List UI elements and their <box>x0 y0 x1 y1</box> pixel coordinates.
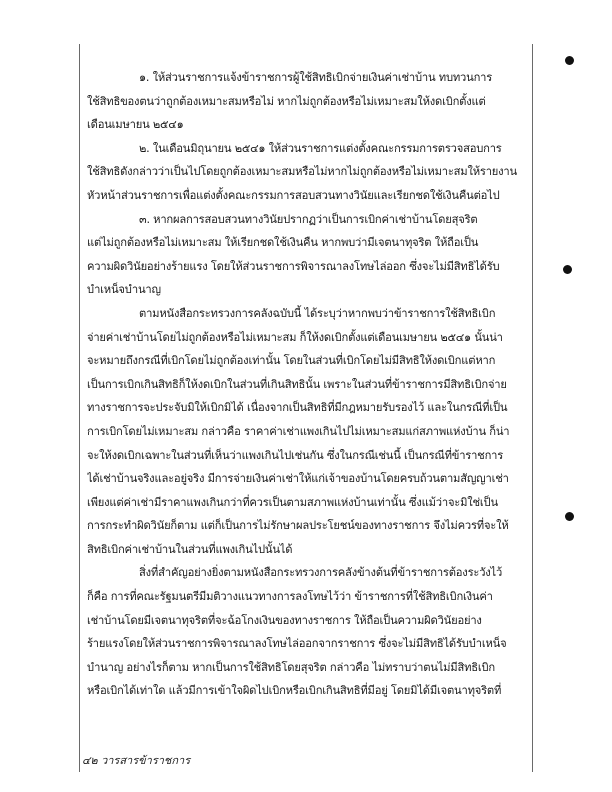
binder-hole-middle <box>563 265 572 274</box>
paragraph-line: ก็คือ การที่คณะรัฐมนตรีมีมติวางแนวทางการลงโทษไว้ว่า ข้าราชการที่ใช้สิทธิเบิกเงินค่า <box>87 590 493 604</box>
paragraph-3 <box>87 208 527 302</box>
paragraph-line: สิ่งที่สำคัญอย่างยิ่งตามหนังสือกระทรวงการคลังข้างต้นที่ข้าราชการต้องระวังไว้ <box>139 566 503 580</box>
document-body <box>87 66 527 703</box>
paragraph-line: แต่ไม่ถูกต้องหรือไม่เหมาะสม ให้เรียกชดใช้เงินคืน หากพบว่ามีเจตนาทุจริต ให้ถือเป็น <box>87 236 479 250</box>
paragraph-line: ใช้สิทธิของตนว่าถูกต้องเหมาะสมหรือไม่ หากไม่ถูกต้องหรือไม่เหมาะสมให้งดเบิกตั้งแต่ <box>87 94 486 108</box>
paragraph-line: ความผิดวินัยอย่างร้ายแรง โดยให้ส่วนราชการพิจารณาลงโทษไล่ออก ซึ่งจะไม่มีสิทธิได้รับ <box>87 259 500 273</box>
paragraph-line: เพียงแต่ค่าเช่ามีราคาแพงเกินกว่าที่ควรเป็นตามสภาพแห่งบ้านเท่านั้น ซึ่งแม้ว่าจะมิใช่เป็น <box>87 495 498 509</box>
paragraph-line: สิทธิเบิกค่าเช่าบ้านในส่วนที่แพงเกินไปนั้นได้ <box>87 542 293 556</box>
paragraph-line: การเบิกโดยไม่เหมาะสม กล่าวคือ ราคาค่าเช่าแพงเกินไปไม่เหมาะสมแก่สภาพแห่งบ้าน ก็น่า <box>87 424 510 438</box>
paragraph-line: ได้เช่าบ้านจริงและอยู่จริง มีการจ่ายเงินค่าเช่าให้แก่เจ้าของบ้านโดยครบถ้วนตามสัญญาเช่า <box>87 472 509 486</box>
paragraph-line: เช่าบ้านโดยมีเจตนาทุจริตที่จะฉ้อโกงเงินของทางราชการ ให้ถือเป็นความผิดวินัยอย่าง <box>87 613 482 627</box>
paragraph-line: จะให้งดเบิกเฉพาะในส่วนที่เห็นว่าแพงเกินไปเช่นกัน ซึ่งในกรณีเช่นนี้ เป็นกรณีที่ข้าราชการ <box>87 448 504 462</box>
paragraph-line: ทางราชการจะประจับมิให้เบิกมิได้ เนื่องจากเป็นสิทธิที่มีกฎหมายรับรองไว้ และในกรณีที่เป็น <box>87 401 508 415</box>
binder-hole-top <box>565 56 574 65</box>
paragraph-4 <box>87 302 527 562</box>
paragraph-line: ๒. ในเดือนมิถุนายน ๒๕๔๑ ให้ส่วนราชการแต่งตั้งคณะกรรมการตรวจสอบการ <box>139 141 502 155</box>
paragraph-2 <box>87 137 527 208</box>
paragraph-line: การกระทำผิดวินัยก็ตาม แต่ก็เป็นการไม่รักษาผลประโยชน์ของทางราชการ จึงไม่ควรที่จะให้ <box>87 519 509 533</box>
paragraph-line: บำเหน็จบำนาญ <box>87 283 161 297</box>
paragraph-line: บำนาญ อย่างไรก็ตาม หากเป็นการใช้สิทธิโดยสุจริต กล่าวคือ ไม่ทราบว่าตนไม่มีสิทธิเบิก <box>87 660 496 674</box>
paragraph-line: เป็นการเบิกเกินสิทธิก็ให้งดเบิกในส่วนที่เกินสิทธินั้น เพราะในส่วนที่ข้าราชการมีสิทธิเบิกจ่าย <box>87 377 507 391</box>
paragraph-line: จ่ายค่าเช่าบ้านโดยไม่ถูกต้องหรือไม่เหมาะสม ก็ให้งดเบิกตั้งแต่เดือนเมษายน ๒๕๔๑ นั้นน่า <box>87 330 503 344</box>
paragraph-line: จะหมายถึงกรณีที่เบิกโดยไม่ถูกต้องเท่านั้น โดยในส่วนที่เบิกโดยไม่มีสิทธิให้งดเบิกแต่หาก <box>87 354 496 368</box>
paragraph-1 <box>87 66 527 137</box>
paragraph-line: เดือนเมษายน ๒๕๔๑ <box>87 118 184 132</box>
paragraph-line: ตามหนังสือกระทรวงการคลังฉบับนี้ ได้ระบุว่าหากพบว่าข้าราชการใช้สิทธิเบิก <box>139 306 496 320</box>
paragraph-line: หัวหน้าส่วนราชการเพื่อแต่งตั้งคณะกรรมการสอบสวนทางวินัยและเรียกชดใช้เงินคืนต่อไป <box>87 188 500 202</box>
paragraph-line: ร้ายแรงโดยให้ส่วนราชการพิจารณาลงโทษไล่ออกจากราชการ ซึ่งจะไม่มีสิทธิได้รับบำเหน็จ <box>87 637 507 651</box>
binder-hole-bottom <box>565 512 574 521</box>
paragraph-line: หรือเบิกได้เท่าใด แล้วมีการเข้าใจผิดไปเบิกหรือเบิกเกินสิทธิที่มีอยู่ โดยมิได้มีเจตนาทุจริตที่ <box>87 684 502 698</box>
paragraph-5 <box>87 561 527 703</box>
paragraph-line: ๓. หากผลการสอบสวนทางวินัยปรากฏว่าเป็นการเบิกค่าเช่าบ้านโดยสุจริต <box>139 212 478 226</box>
paragraph-line: ๑. ให้ส่วนราชการแจ้งข้าราชการผู้ใช้สิทธิเบิกจ่ายเงินค่าเช่าบ้าน ทบทวนการ <box>139 71 493 84</box>
page-footer: ๔๒ วารสารข้าราชการ <box>82 754 191 767</box>
paragraph-line: ใช้สิทธิดังกล่าวว่าเป็นไปโดยถูกต้องเหมาะสมหรือไม่หากไม่ถูกต้องหรือไม่เหมาะสมให้รายงาน <box>87 165 517 179</box>
